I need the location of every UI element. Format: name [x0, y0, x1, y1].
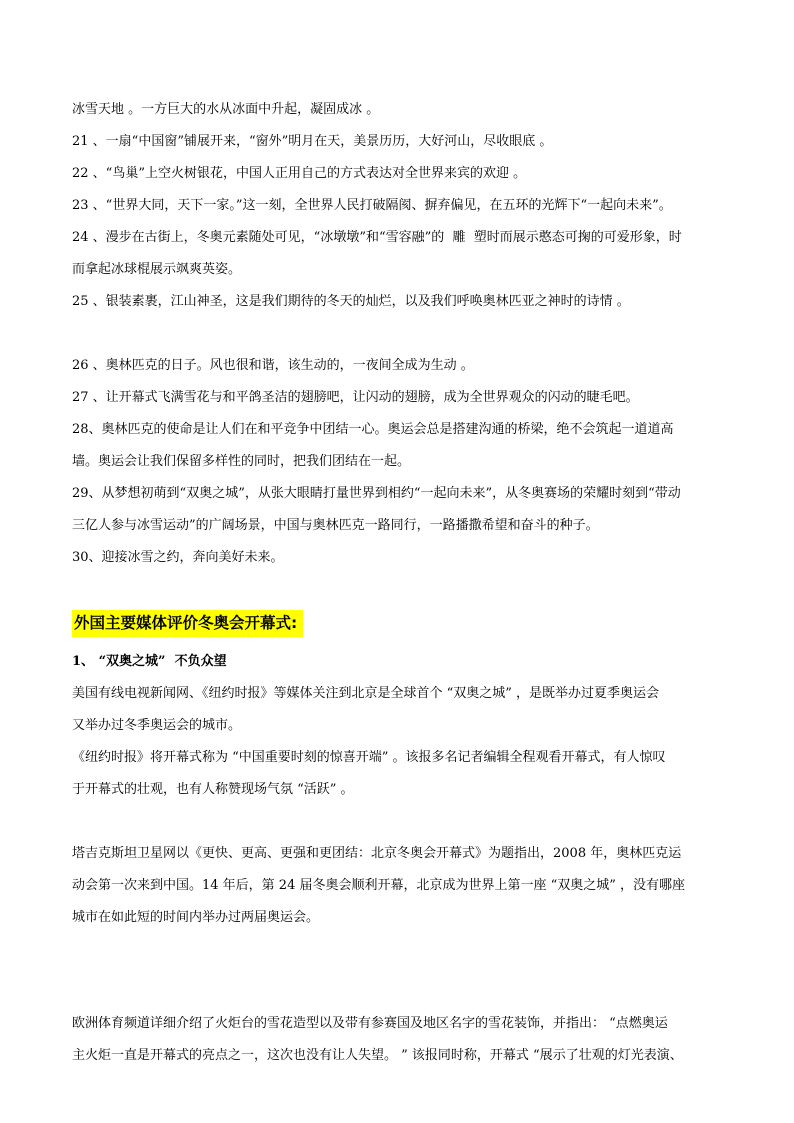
- media-2-line-1: 《纽约时报》将开幕式称为 “中国重要时刻的惊喜开端” 。该报多名记者编辑全程观看开幕式，有人惊叹: [72, 750, 666, 765]
- media-3-line-1: 塔吉克斯坦卫星网以《更快、更高、更强和更团结：北京冬奥会开幕式》为题指出，2008 年，奥林匹克运: [72, 846, 682, 861]
- section-heading-wrap: [72, 610, 303, 637]
- item-26: 26 、奥林匹克的日子。风也很和谐，该生动的，一夜间全成为生动 。: [72, 358, 474, 373]
- media-4-line-1: 欧洲体育频道详细介绍了火炬台的雪花造型以及带有参赛国及地区名字的雪花装饰，并指出： “点燃奥运: [72, 1016, 668, 1031]
- item-25: 25 、银装素裹，江山神圣，这是我们期待的冬天的灿烂，以及我们呼唤奥林匹亚之神时的诗情 。: [72, 294, 630, 309]
- media-3-line-2: 动会第一次来到中国。14 年后，第 24 届冬奥会顺利开幕，北京成为世界上第一座 “双奥之城” ，没有哪座: [72, 878, 686, 893]
- media-1-line-1: 美国有线电视新闻网、《纽约时报》等媒体关注到北京是全球首个 “双奥之城” ，是既举办过夏季奥运会: [72, 686, 660, 701]
- section-heading: 外国主要媒体评价冬奥会开幕式:: [72, 610, 303, 637]
- media-2-line-2: 于开幕式的壮观，也有人称赞现场气氛 “活跃” 。: [72, 782, 354, 797]
- item-29-line-2: 三亿人参与冰雪运动”的广阔场景，中国与奥林匹克一路同行，一路播撒希望和奋斗的种子。: [72, 518, 599, 533]
- item-24-line-1: 24 、漫步在古街上，冬奥元素随处可见，“冰墩墩”和“雪容融”的 雕 塑时而展示憨态可掬的可爱形象，时: [72, 230, 682, 245]
- media-1-line-2: 又举办过冬季奥运会的城市。: [72, 718, 242, 733]
- item-30: 30、迎接冰雪之约，奔向美好未来。: [72, 550, 284, 565]
- item-28-line-2: 墙。奥运会让我们保留多样性的同时，把我们团结在一起。: [72, 454, 411, 469]
- subheading: 1、 “双奥之城” 不负众望: [72, 654, 227, 669]
- item-22: 22 、“鸟巢”上空火树银花，中国人正用自己的方式表达对全世界来宾的欢迎 。: [72, 166, 527, 181]
- line-1: 冰雪天地 。一方巨大的水从冰面中升起，凝固成冰 。: [72, 102, 380, 117]
- media-4-line-2: 主火炬一直是开幕式的亮点之一，这次也没有让人失望。 ” 该报同时称，开幕式 “展示了壮观的灯光表演、: [72, 1048, 683, 1063]
- item-24-line-2: 而拿起冰球棍展示飒爽英姿。: [72, 262, 242, 277]
- item-27: 27 、让开幕式飞满雪花与和平鸽圣洁的翅膀吧，让闪动的翅膀，成为全世界观众的闪动的睫毛吧。: [72, 390, 639, 405]
- item-28-line-1: 28、奥林匹克的使命是让人们在和平竞争中团结一心。奥运会总是搭建沟通的桥梁，绝不会筑起一道道高: [72, 422, 674, 437]
- item-23: 23 、“世界大同，天下一家。”这一刻，全世界人民打破隔阂、摒弃偏见，在五环的光辉下“一起向未来”。: [72, 198, 672, 213]
- item-29-line-1: 29、从梦想初萌到“双奥之城”，从张大眼睛打量世界到相约“一起向未来”，从冬奥赛场的荣耀时刻到“带动: [72, 486, 681, 501]
- media-3-line-3: 城市在如此短的时间内举办过两届奥运会。: [72, 910, 320, 925]
- item-21: 21 、一扇“中国窗”铺展开来，“窗外”明月在天，美景历历，大好河山，尽收眼底 。: [72, 134, 553, 149]
